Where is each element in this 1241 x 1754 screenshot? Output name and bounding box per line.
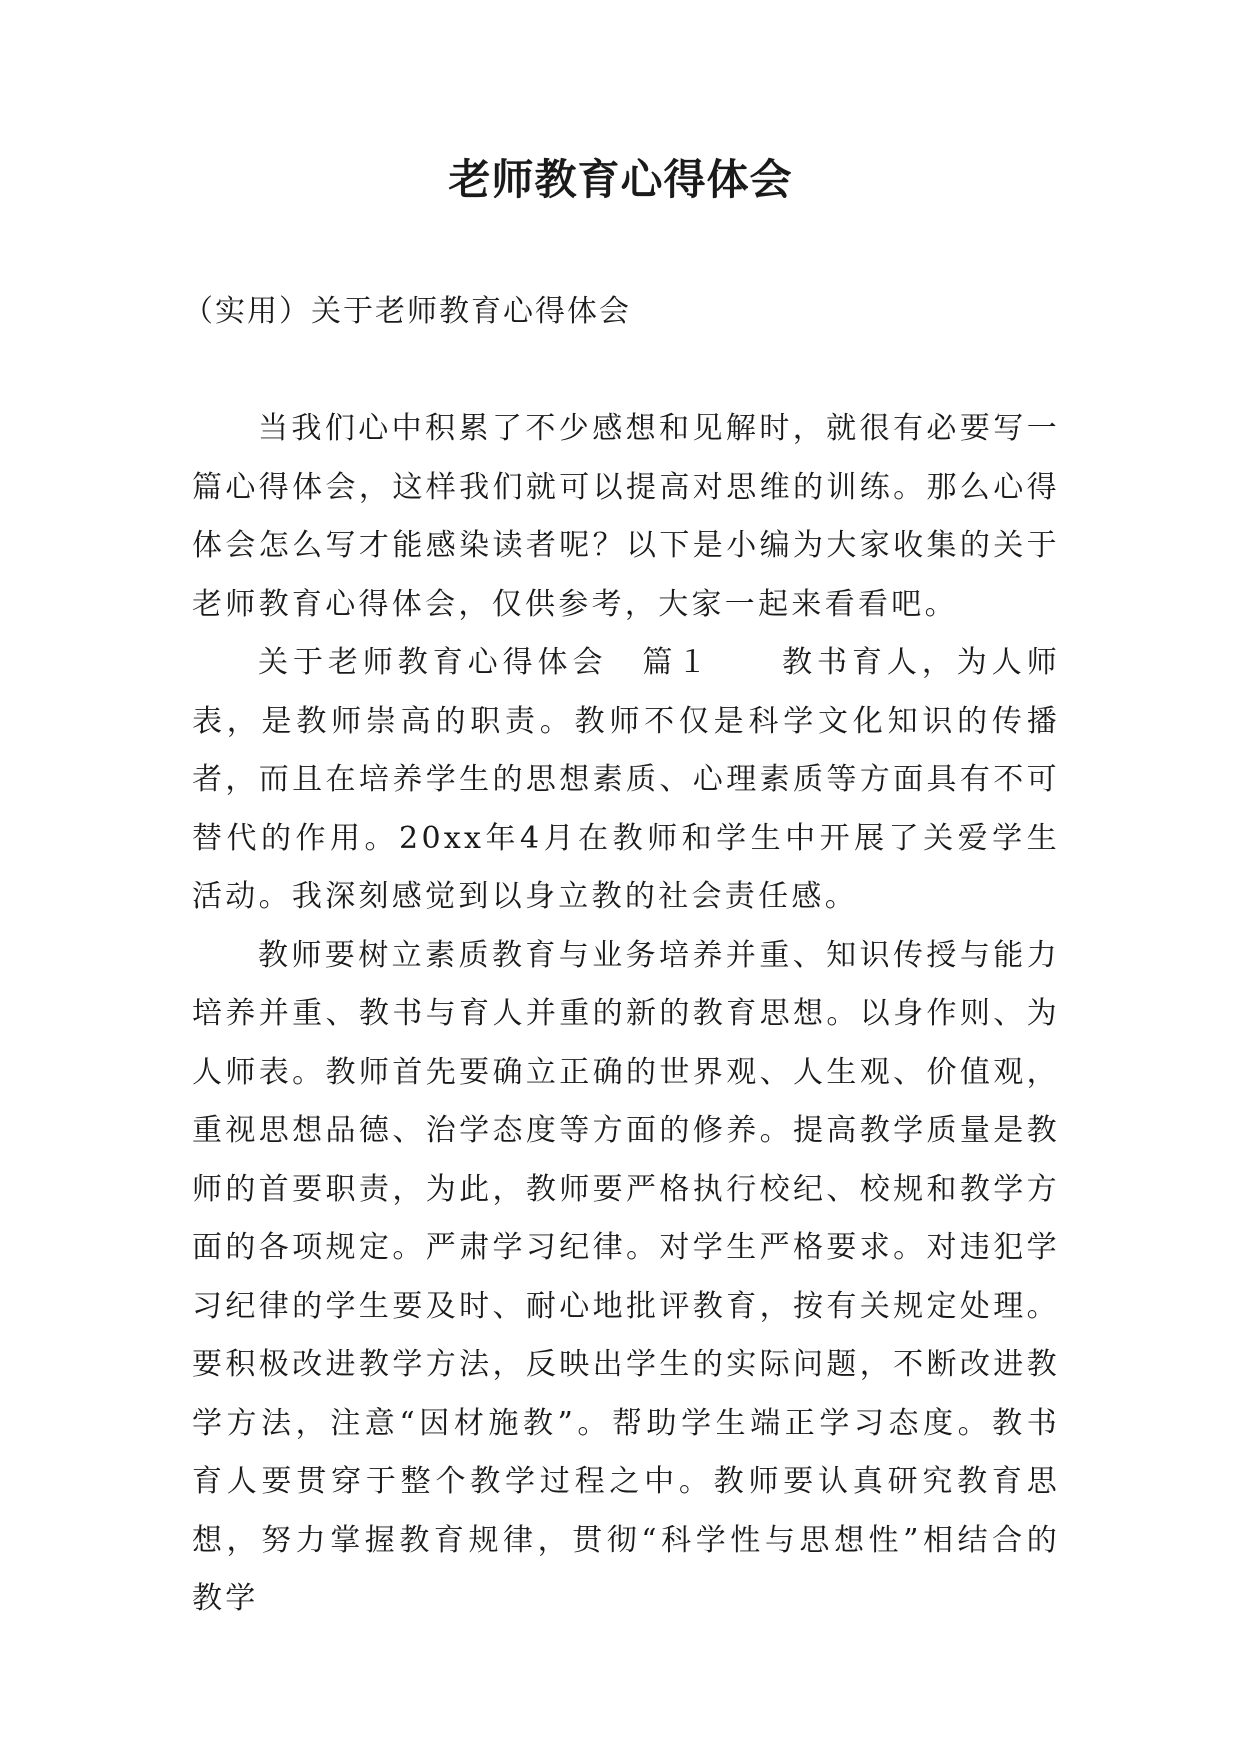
document-title: 老师教育心得体会 [448,155,793,204]
paragraph-intro: 当我们心中积累了不少感想和见解时，就很有必要写一篇心得体会，这样我们就可以提高对思维的训练。那么心得体会怎么写才能感染读者呢？以下是小编为大家收集的关于老师教育心得体会，仅供参考，大家一起来看看吧。 [192,411,1060,622]
document-body [192,400,1060,1629]
paragraph-section-2: 教师要树立素质教育与业务培养并重、知识传授与能力培养并重、教书与育人并重的新的教育思想。以身作则、为人师表。教师首先要确立正确的世界观、人生观、价值观，重视思想品德、治学态度等方面的修养。提高教学质量是教师的首要职责，为此，教师要严格执行校纪、校规和教学方面的各项规定。严肃学习纪律。对学生严格要求。对违犯学习纪律的学生要及时、耐心地批评教育，按有关规定处理。要积极改进教学方法，反映出学生的实际问题，不断改进教学方法，注意“因材施教”。帮助学生端正学习态度。教书育人要贯穿于整个教学过程之中。教师要认真研究教育思想，努力掌握教育规律，贯彻“科学性与思想性”相结合的教学 [192,937,1060,1616]
paragraph-section-1: 关于老师教育心得体会 篇１ 教书育人，为人师表，是教师崇高的职责。教师不仅是科学文化知识的传播者，而且在培养学生的思想素质、心理素质等方面具有不可替代的作用。20xx年4月在教师和学生中开展了关爱学生活动。我深刻感觉到以身立教的社会责任感。 [192,645,1060,914]
document-subtitle: （实用）关于老师教育心得体会 [183,294,631,329]
